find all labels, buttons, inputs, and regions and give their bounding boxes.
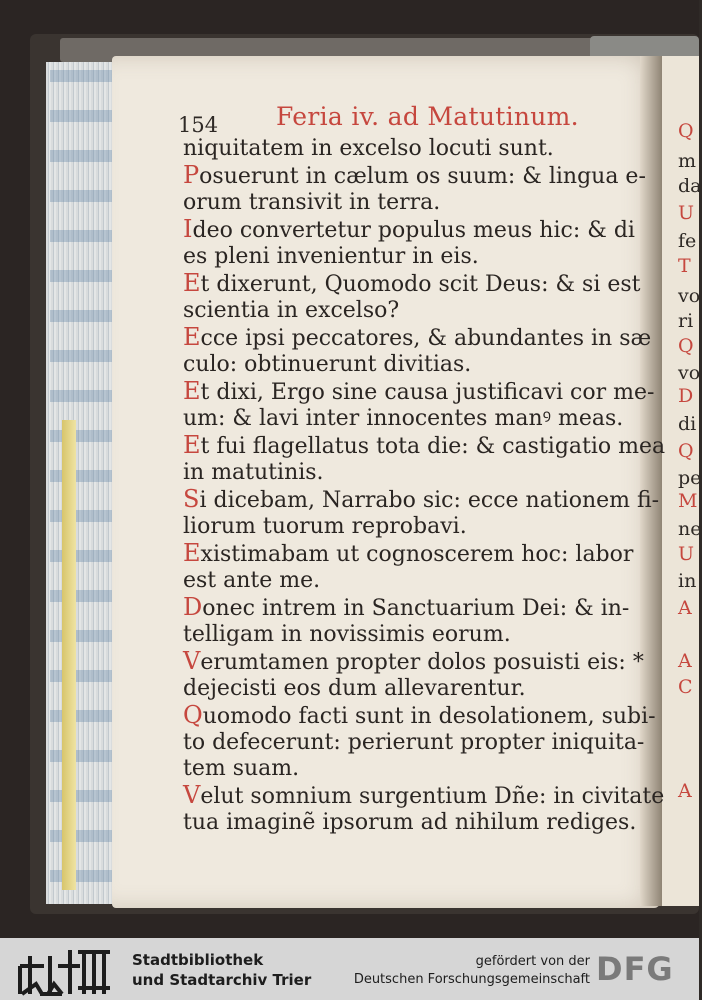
line-text: cce ipsi peccatores, & abundantes in sæ bbox=[200, 326, 652, 351]
right-page-fragment: ri bbox=[678, 310, 694, 332]
text-line bbox=[183, 270, 643, 298]
right-page-fragment: A bbox=[678, 650, 692, 672]
text-line bbox=[183, 161, 646, 190]
line-text: orum transivit in terra. bbox=[183, 190, 441, 215]
text-line bbox=[183, 810, 643, 836]
institution-line-1: Stadtbibliothek bbox=[132, 951, 264, 969]
right-page-fragment: C bbox=[678, 676, 693, 698]
right-page-fragment: A bbox=[678, 597, 692, 619]
line-text: culo: obtinuerunt divitias. bbox=[183, 352, 472, 377]
right-page-fragment: di bbox=[678, 413, 697, 435]
rubric-initial: S bbox=[183, 485, 200, 513]
right-page-fragment: A bbox=[678, 780, 692, 802]
funding-note bbox=[330, 953, 590, 989]
line-text: elut somnium surgentium Dñe: in civitate bbox=[200, 784, 665, 809]
line-text: tem suam. bbox=[183, 756, 300, 781]
text-line bbox=[183, 594, 643, 622]
right-page-fragment: vo bbox=[678, 362, 701, 384]
right-page-fragment: Q bbox=[678, 440, 694, 462]
text-line bbox=[183, 648, 643, 676]
institution-name bbox=[132, 950, 311, 990]
rubric-initial: I bbox=[183, 215, 193, 243]
text-line bbox=[183, 136, 643, 162]
page-number: 154 bbox=[178, 113, 219, 137]
text-line bbox=[183, 431, 666, 460]
text-line bbox=[183, 216, 643, 244]
institution-line-2: und Stadtarchiv Trier bbox=[132, 971, 312, 989]
right-page-fragment: U bbox=[678, 543, 695, 565]
funding-line-1: gefördert von der bbox=[475, 954, 590, 969]
text-line bbox=[183, 730, 643, 756]
footer-bar bbox=[0, 938, 699, 1000]
line-text: est ante me. bbox=[183, 568, 321, 593]
rubric-initial: D bbox=[183, 593, 203, 621]
rubric-initial: E bbox=[183, 539, 201, 567]
stadtbibliothek-logo bbox=[14, 942, 124, 996]
text-line bbox=[183, 540, 643, 568]
line-text: osuerunt in cælum os suum: & lingua e- bbox=[199, 164, 646, 189]
right-page-fragment: U bbox=[678, 202, 695, 224]
text-line bbox=[183, 568, 643, 594]
line-text: um: & lavi inter innocentes manꝰ meas. bbox=[183, 406, 624, 431]
right-page-fragment: Q bbox=[678, 335, 694, 357]
line-text: t dixi, Ergo sine causa justificavi cor me- bbox=[200, 380, 655, 405]
marbled-edge bbox=[50, 70, 120, 896]
rubric-initial: E bbox=[183, 269, 201, 297]
right-page-fragment: T bbox=[678, 255, 691, 277]
line-text: i dicebam, Narrabo sic: ecce nationem fi- bbox=[199, 488, 660, 513]
line-text: in matutinis. bbox=[183, 460, 324, 485]
text-line bbox=[183, 406, 643, 432]
text-line bbox=[183, 676, 643, 702]
line-text: t fui flagellatus tota die: & castigatio mea bbox=[200, 434, 666, 459]
line-text: es pleni invenientur in eis. bbox=[183, 244, 479, 269]
text-line bbox=[183, 190, 643, 216]
text-line bbox=[183, 781, 665, 810]
line-text: niquitatem in excelso locuti sunt. bbox=[183, 136, 554, 161]
rubric-initial: V bbox=[183, 781, 201, 809]
line-text: erumtamen propter dolos posuisti eis: * bbox=[200, 650, 644, 675]
line-text: t dixerunt, Quomodo scit Deus: & si est bbox=[200, 272, 641, 297]
funding-line-2: Deutschen Forschungsgemeinschaft bbox=[353, 972, 590, 987]
line-text: onec intrem in Sanctuarium Dei: & in- bbox=[202, 596, 630, 621]
text-line bbox=[183, 298, 643, 324]
text-line bbox=[183, 622, 643, 648]
gilt-edge bbox=[62, 420, 76, 890]
line-text: xistimabam ut cognoscerem hoc: labor bbox=[200, 542, 634, 567]
psalm-text bbox=[183, 136, 666, 836]
page-heading bbox=[178, 102, 648, 136]
text-line bbox=[183, 377, 655, 406]
text-line bbox=[183, 756, 643, 782]
right-page-fragment: M bbox=[678, 490, 698, 512]
right-page-fragment: m bbox=[678, 150, 697, 172]
text-line bbox=[183, 244, 643, 270]
line-text: liorum tuorum reprobavi. bbox=[183, 514, 467, 539]
right-page-fragment: in bbox=[678, 570, 697, 592]
rubric-initial: E bbox=[183, 323, 201, 351]
text-line bbox=[183, 701, 656, 730]
right-page-fragment: ne bbox=[678, 518, 702, 540]
right-page-fragment: Q bbox=[678, 120, 694, 142]
line-text: to defecerunt: perierunt propter iniquita- bbox=[183, 730, 645, 755]
rubric-initial: P bbox=[183, 161, 200, 189]
text-line bbox=[183, 323, 652, 352]
right-page-fragment: fe bbox=[678, 230, 697, 252]
text-line bbox=[183, 514, 643, 540]
line-text: dejecisti eos dum allevarentur. bbox=[183, 676, 526, 701]
rubric-initial: E bbox=[183, 377, 201, 405]
line-text: scientia in excelso? bbox=[183, 298, 400, 323]
text-line bbox=[183, 485, 660, 514]
line-text: telligam in novissimis eorum. bbox=[183, 622, 511, 647]
text-line bbox=[183, 460, 643, 486]
dfg-logo: DFG bbox=[596, 950, 674, 988]
rubric-initial: V bbox=[183, 647, 201, 675]
rubric-initial: E bbox=[183, 431, 201, 459]
rubric-initial: Q bbox=[183, 701, 203, 729]
right-page-fragment: da bbox=[678, 175, 702, 197]
right-page-fragment: D bbox=[678, 385, 694, 407]
right-page-fragment: vo bbox=[678, 285, 701, 307]
text-line bbox=[183, 352, 643, 378]
line-text: deo convertetur populus meus hic: & di bbox=[192, 218, 635, 243]
line-text: tua imaginẽ ipsorum ad nihilum rediges. bbox=[183, 810, 637, 835]
line-text: uomodo facti sunt in desolationem, subi- bbox=[202, 704, 656, 729]
right-page-fragment: pe bbox=[678, 467, 702, 489]
running-title: Feria iv. ad Matutinum. bbox=[276, 102, 579, 131]
